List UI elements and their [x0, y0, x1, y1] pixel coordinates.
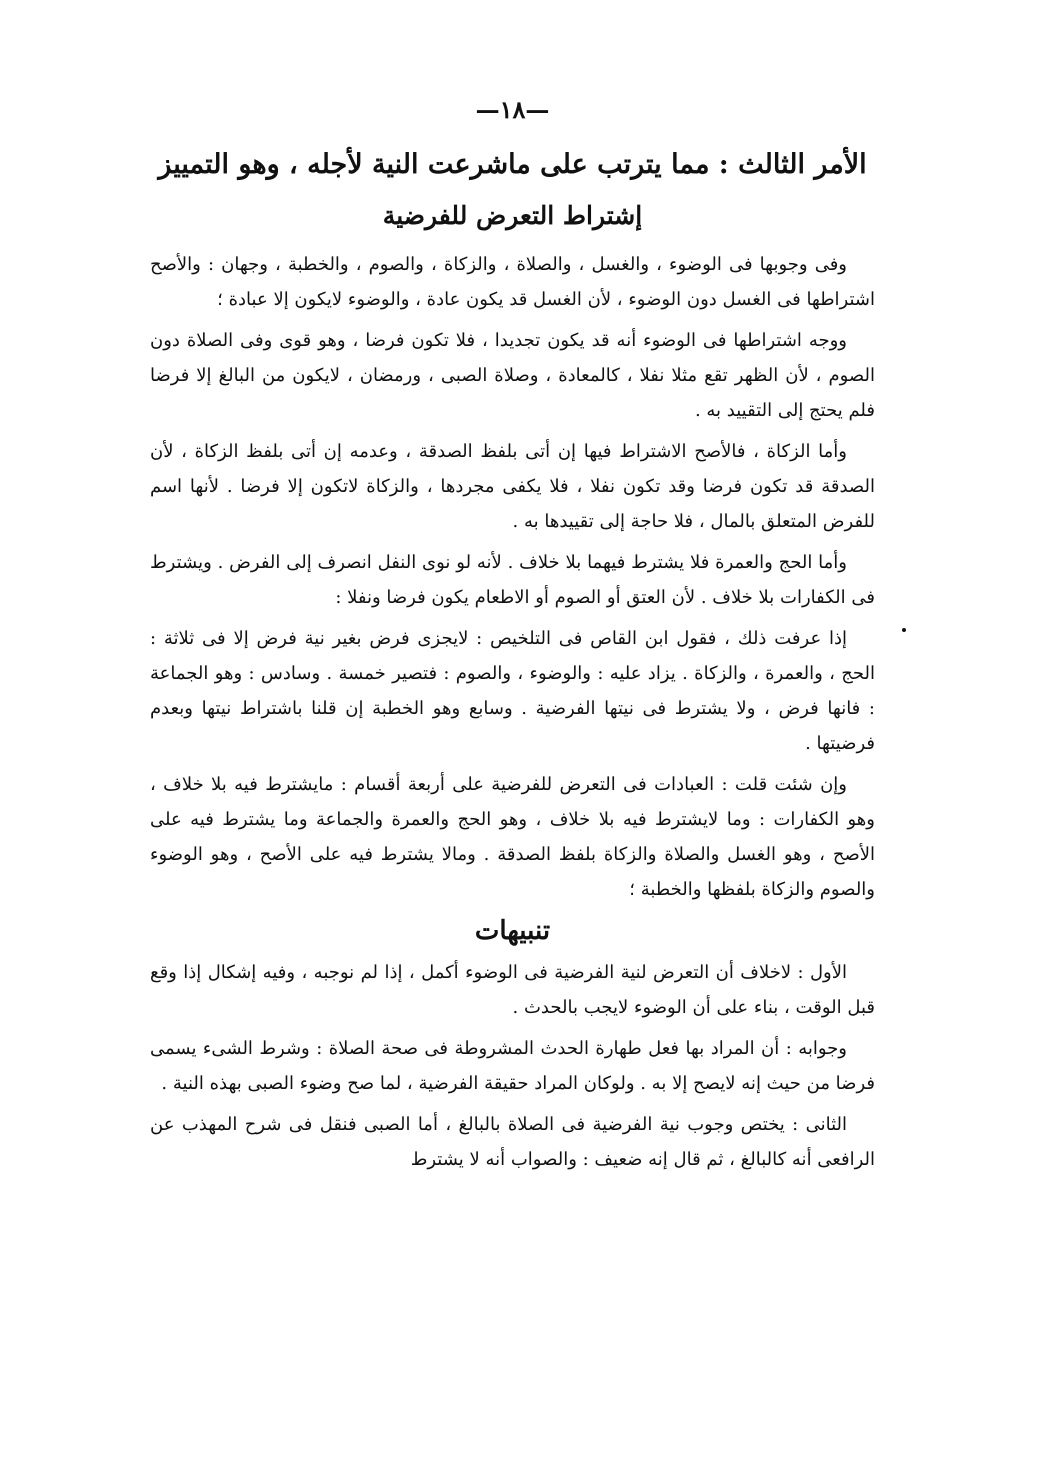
- paragraph: وأما الزكاة ، فالأصح الاشتراط فيها إن أتى بلفظ الصدقة ، وعدمه إن أتى بلفظ الزكاة ، لأن الصدقة قد تكون فرضا وقد تكون نفلا ، فلا يكفى مجردها ، والزكاة لاتكون إلا فرضا . لأنها اسم للفرض المتعلق بالمال ، فلا حاجة إلى تقييدها به .: [150, 440, 875, 532]
- note-paragraph: الثانى : يختص وجوب نية الفرضية فى الصلاة بالبالغ ، أما الصبى فنقل فى شرح المهذب عن الرافعى أنه كالبالغ ، ثم قال إنه ضعيف : والصواب أنه لا يشترط: [150, 1114, 875, 1171]
- paragraph: وإن شئت قلت : العبادات فى التعرض للفرضية على أربعة أقسام : مايشترط فيه بلا خلاف ، وهو الكفارات : وما لايشترط فيه بلا خلاف ، وهو الحج والعمرة والجماعة وما يشترط فيه على الأصح ، وهو الغسل والصلاة والزكاة بلفظ الصدقة . ومالا يشترط فيه على الأصح ، وهو الوضوء والصوم والزكاة بلفظها والخطبة ؛: [150, 773, 875, 900]
- paragraph: إذا عرفت ذلك ، فقول ابن القاص فى التلخيص : لايجزى فرض بغير نية فرض إلا فى ثلاثة : الحج ، والعمرة ، والزكاة . يزاد عليه : والوضوء ، والصوم : فتصير خمسة . وسادس : وهو الجماعة : فانها فرض ، ولا يشترط فى نيتها الفرضية . وسابع وهو الخطبة إن قلنا باشتراط نيتها وبعدم فرضيتها .: [150, 627, 875, 754]
- section-heading: تنبيهات: [474, 915, 551, 946]
- ink-dot: [902, 628, 906, 632]
- paragraph: ووجه اشتراطها فى الوضوء أنه قد يكون تجديدا ، فلا تكون فرضا ، وهو قوى وفى الصلاة دون الصوم ، لأن الظهر تقع مثلا نفلا ، كالمعادة ، وصلاة الصبى ، ورمضان ، لايكون من البالغ إلا فرضا فلم يحتج إلى التقييد به .: [150, 329, 875, 421]
- note-paragraph: وجوابه : أن المراد بها فعل طهارة الحدث المشروطة فى صحة الصلاة : وشرط الشىء يسمى فرضا من حيث إنه لايصح إلا به . ولوكان المراد حقيقة الفرضية ، لما صح وضوء الصبى بهذه النية .: [150, 1038, 875, 1095]
- paragraph: وفى وجوبها فى الوضوء ، والغسل ، والصلاة ، والزكاة ، والصوم ، والخطبة ، وجهان : والأصح اشتراطها فى الغسل دون الوضوء ، لأن الغسل قد يكون عادة ، والوضوء لايكون إلا عبادة ؛: [150, 253, 875, 310]
- note-paragraph: الأول : لاخلاف أن التعرض لنية الفرضية فى الوضوء أكمل ، إذا لم نوجبه ، وفيه إشكال إذا وقع قبل الوقت ، بناء على أن الوضوء لايجب بالحدث .: [150, 962, 875, 1019]
- chapter-title: الأمر الثالث : مما يترتب على ماشرعت النية لأجله ، وهو التمييز: [158, 149, 867, 180]
- page-body: [150, 95, 875, 1445]
- page-number: —١٨—: [475, 95, 550, 124]
- paragraph: وأما الحج والعمرة فلا يشترط فيهما بلا خلاف . لأنه لو نوى النفل انصرف إلى الفرض . ويشترط فى الكفارات بلا خلاف . لأن العتق أو الصوم أو الاطعام يكون فرضا ونفلا :: [150, 551, 875, 608]
- chapter-subtitle: إشتراط التعرض للفرضية: [382, 200, 643, 230]
